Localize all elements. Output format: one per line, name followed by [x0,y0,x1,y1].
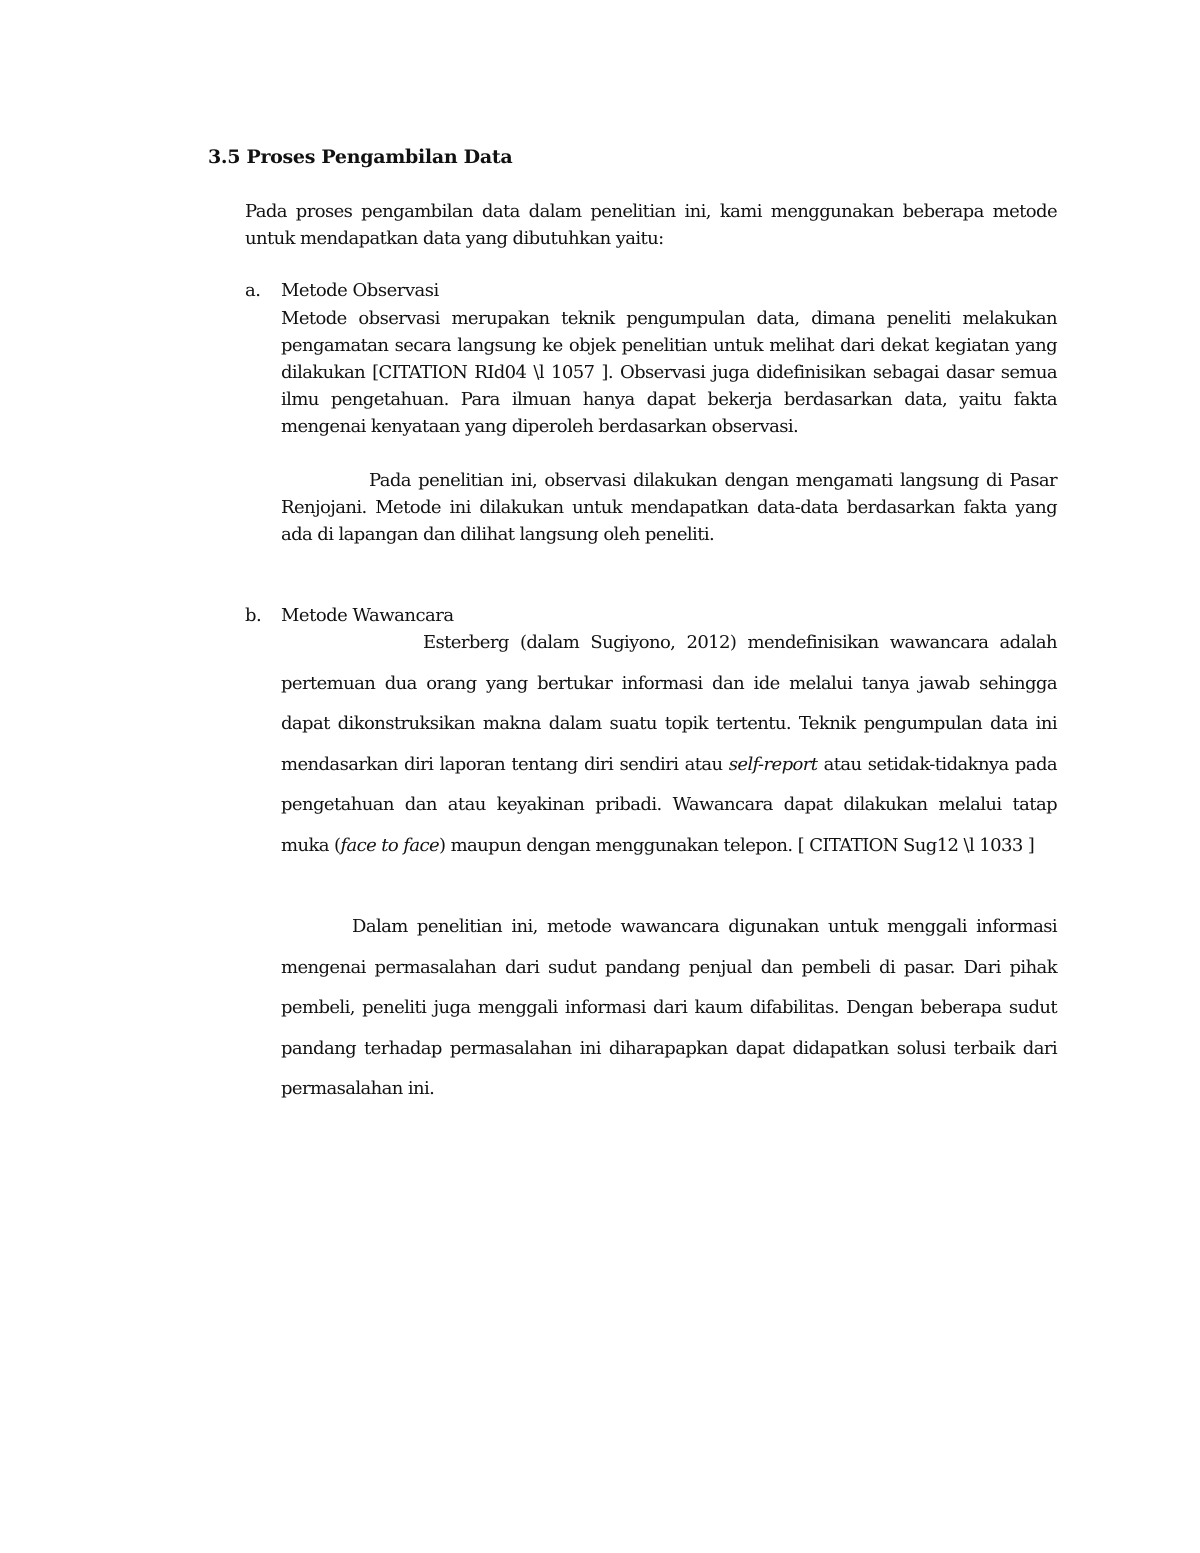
self-report-term: self-report [728,753,818,775]
item-title-wawancara: Metode Wawancara [281,605,454,626]
wawancara-p1-text-3: ) maupun dengan menggunakan telepon. [ CITATION Sug12 \l 1033 ] [439,834,1035,856]
list-marker-a: a. [245,280,261,301]
list-marker-b: b. [245,605,262,626]
wawancara-p1-text-1: Esterberg (dalam Sugiyono, 2012) mendefinisikan wawancara adalah pertemuan dua orang yang bertukar informasi dan ide melalui tanya jawab sehingga dapat dikonstruksikan makna dalam suatu topik tertentu. Teknik pengumpulan data ini mendasarkan diri laporan tentang diri sendiri atau [281,632,1057,775]
wawancara-paragraph-2: Dalam penelitian ini, metode wawancara digunakan untuk menggali informasi mengenai permasalahan dari sudut pandang penjual dan pembeli di pasar. Dari pihak pembeli, peneliti juga menggali informasi dari kaum difabilitas. Dengan beberapa sudut pandang terhadap permasalahan ini diharapapkan dapat didapatkan solusi terbaik dari permasalahan ini. [281,916,1057,1099]
face-to-face-term: face to face [340,834,440,856]
wawancara-paragraph-1 [281,623,1057,866]
item-title-observasi: Metode Observasi [281,280,439,301]
observasi-paragraph-1: Metode observasi merupakan teknik pengumpulan data, dimana peneliti melakukan pengamatan secara langsung ke objek penelitian untuk melihat dari dekat kegiatan yang dilakukan [CITATION RId04 \l 1057 ]. Observasi juga didefinisikan sebagai dasar semua ilmu pengetahuan. Para ilmuan hanya dapat bekerja berdasarkan data, yaitu fakta mengenai kenyataan yang diperoleh berdasarkan observasi. [281,308,1057,437]
observasi-paragraph-2: Pada penelitian ini, observasi dilakukan dengan mengamati langsung di Pasar Renjojani. Metode ini dilakukan untuk mendapatkan data-data berdasarkan fakta yang ada di lapangan dan dilihat langsung oleh peneliti. [281,470,1057,545]
intro-paragraph: Pada proses pengambilan data dalam penelitian ini, kami menggunakan beberapa metode untuk mendapatkan data yang dibutuhkan yaitu: [245,201,1057,249]
wawancara-p1-text-2: atau setidak-tidaknya pada pengetahuan dan atau keyakinan pribadi. Wawancara dapat dilakukan melalui tatap muka ( [281,753,1057,856]
section-heading: 3.5 Proses Pengambilan Data [208,146,513,168]
